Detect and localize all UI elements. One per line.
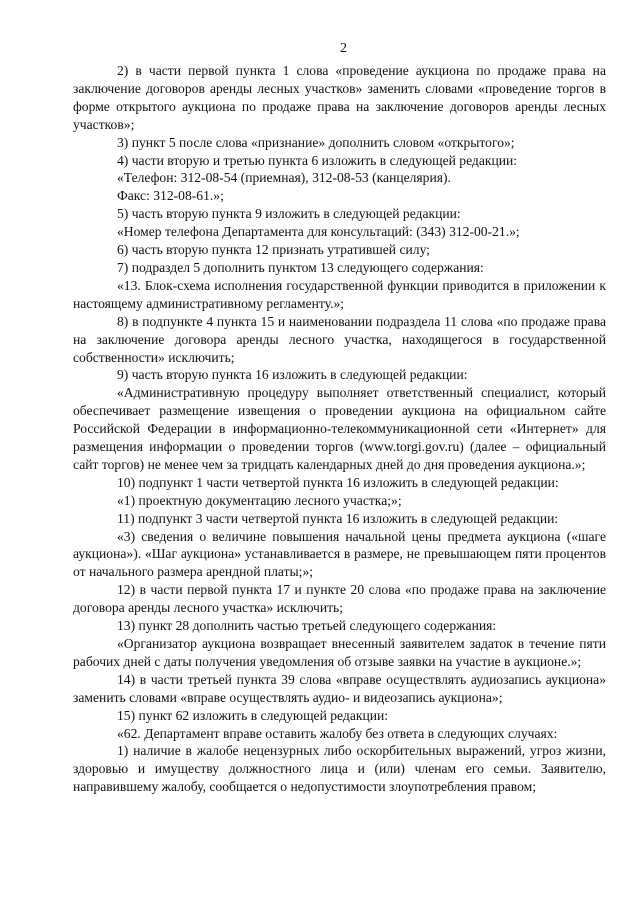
paragraph-item-4: 4) части вторую и третью пункта 6 изложить в следующей редакции: (117, 152, 518, 168)
paragraph-item-13: 13) пункт 28 дополнить частью третьей следующего содержания: (117, 618, 497, 634)
paragraph-item-11: 11) подпункт 3 части четвертой пункта 16 изложить в следующей редакции: (117, 510, 559, 526)
paragraph-auction-step: «3) сведения о величине повышения начальной цены предмета аукциона («шаге аукциона»). «Шаг аукциона» устанавливается в размере, не превышающем пяти процентов от начального размера арендной платы;»; (73, 528, 606, 580)
paragraph-item-15: 15) пункт 62 изложить в следующей редакции: (117, 707, 389, 723)
paragraph-item-5: 5) часть вторую пункта 9 изложить в следующей редакции: (117, 206, 461, 222)
paragraph-item-8: 8) в подпункте 4 пункта 15 и наименовании подраздела 11 слова «по продаже права на заключение договора аренды лесного участка, находящегося в государственной собственности» исключить; (73, 313, 606, 365)
paragraph-item-2: 2) в части первой пункта 1 слова «проведение аукциона по продаже права на заключение договоров аренды лесных участков» заменить словами «проведение торгов в форме открытого аукциона по продаже права на заключение договоров аренды лесных участков»; (73, 63, 606, 132)
paragraph-deposit-return: «Организатор аукциона возвращает внесенный заявителем задаток в течение пяти рабочих дней с даты получения уведомления об отзыве заявки на участие в аукционе.»; (73, 636, 606, 669)
paragraph-item-10: 10) подпункт 1 части четвертой пункта 16 изложить в следующей редакции: (117, 474, 559, 490)
paragraph-admin-procedure: «Административную процедуру выполняет ответственный специалист, который обеспечивает размещение извещения о проведении аукциона на официальном сайте Российской Федерации в информационно-телекоммуникационной сети «Интернет» для размещения информации о проведении торгов (www.torgi.gov.ru) (далее – официальный сайт торгов) не менее чем за тридцать календарных дней до дня проведения аукциона.»; (73, 385, 606, 472)
paragraph-fax: Факс: 312-08-61.»; (117, 188, 224, 204)
paragraph-item-14: 14) в части третьей пункта 39 слова «вправе осуществлять аудиозапись аукциона» заменить словами «вправе осуществлять аудио- и видеозапись аукциона»; (73, 671, 606, 705)
paragraph-phone: «Телефон: 312-08-54 (приемная), 312-08-53 (канцелярия). (117, 170, 451, 186)
page-number: 2 (340, 41, 347, 56)
paragraph-item-3: 3) пункт 5 после слова «признание» дополнить словом «открытого»; (117, 134, 515, 150)
paragraph-item-7: 7) подраздел 5 дополнить пунктом 13 следующего содержания: (117, 259, 484, 275)
paragraph-item-6: 6) часть вторую пункта 12 признать утратившей силу; (117, 242, 430, 258)
document-body (73, 62, 606, 796)
paragraph-item-9: 9) часть вторую пункта 16 изложить в следующей редакции: (117, 367, 468, 383)
paragraph-item-13-text: «13. Блок-схема исполнения государственной функции приводится в приложении к настоящему административному регламенту.»; (73, 277, 606, 311)
paragraph-item-62-text: «62. Департамент вправе оставить жалобу без ответа в следующих случаях: (117, 725, 558, 741)
paragraph-item-12: 12) в части первой пункта 17 и пункте 20 слова «по продаже права на заключение договора аренды лесного участка» исключить; (73, 582, 606, 616)
paragraph-consult-phone: «Номер телефона Департамента для консультаций: (343) 312-00-21.»; (117, 224, 520, 240)
paragraph-project-docs: «1) проектную документацию лесного участка;»; (117, 492, 402, 508)
paragraph-complaint-case-1: 1) наличие в жалобе нецензурных либо оскорбительных выражений, угроз жизни, здоровью и имуществу должностного лица и (или) членам его семьи. Заявителю, направившему жалобу, сообщается о недопустимости злоупотребления правом; (73, 743, 606, 795)
